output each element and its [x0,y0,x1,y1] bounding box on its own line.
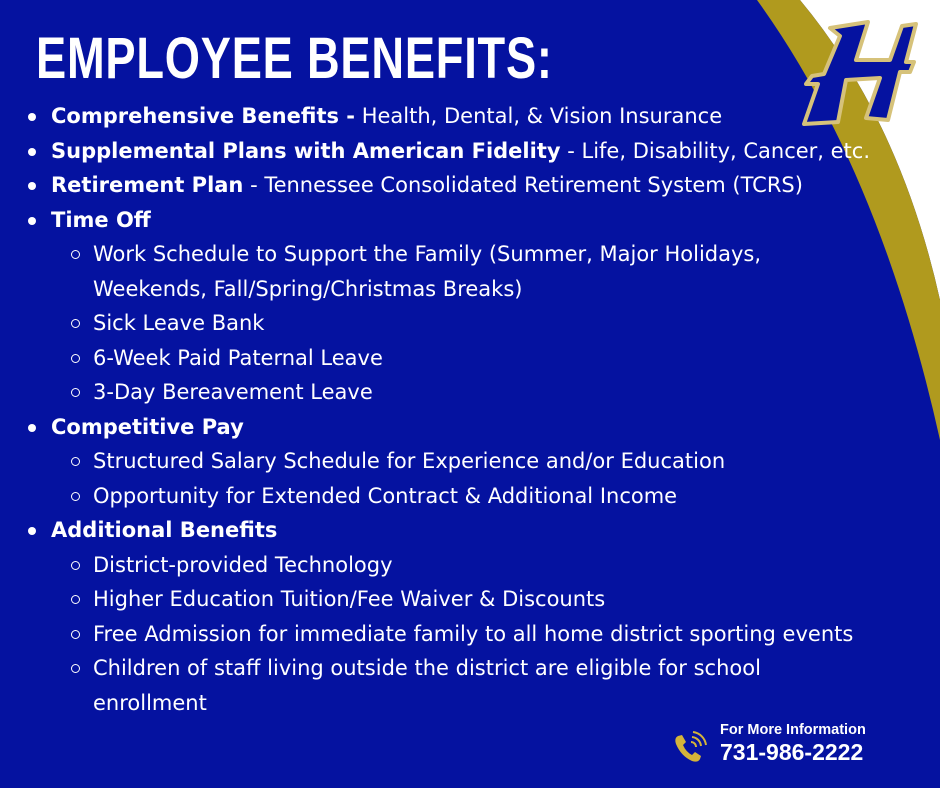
sub-item-continued: enrollment [93,690,207,715]
benefit-supplemental [0,134,900,169]
benefit-additional [0,513,900,548]
benefit-detail: - Tennessee Consolidated Retirement System (TCRS) [243,173,803,197]
phone-icon [672,730,708,766]
benefit-detail: - Life, Disability, Cancer, etc. [560,138,871,163]
benefit-detail: Health, Dental, & Vision Insurance [355,104,723,128]
benefit-label: Retirement Plan [51,173,244,197]
benefit-label: Competitive Pay [51,414,244,439]
benefit-label: Time Off [51,207,151,232]
sub-item: Higher Education Tuition/Fee Waiver & Discounts [0,582,900,617]
contact-label: For More Information [720,722,866,738]
sub-item: Work Schedule to Support the Family (Summer, Major Holidays, [0,237,900,272]
contact-phone[interactable]: 731-986-2222 [720,739,864,765]
sub-item: 6-Week Paid Paternal Leave [0,341,900,376]
benefit-label: Supplemental Plans with American Fidelity [51,138,561,163]
benefit-competitive-pay [0,410,900,445]
benefits-list [0,99,900,720]
sub-item: Sick Leave Bank [0,306,900,341]
page-title: EMPLOYEE BENEFITS: [36,26,553,91]
sub-item: Children of staff living outside the district are eligible for school [0,651,900,686]
sub-item: District-provided Technology [0,548,900,583]
sub-item: Opportunity for Extended Contract & Additional Income [0,479,900,514]
sub-item: 3-Day Bereavement Leave [0,375,900,410]
benefit-label: Comprehensive Benefits - [51,104,356,128]
sub-item: Structured Salary Schedule for Experience and/or Education [0,444,900,479]
benefit-label: Additional Benefits [51,518,278,542]
benefit-retirement [0,168,900,203]
benefit-time-off [0,203,900,238]
benefit-comprehensive [0,99,900,134]
sub-item: Free Admission for immediate family to all home district sporting events [0,617,900,652]
sub-item-continued: Weekends, Fall/Spring/Christmas Breaks) [93,276,523,301]
